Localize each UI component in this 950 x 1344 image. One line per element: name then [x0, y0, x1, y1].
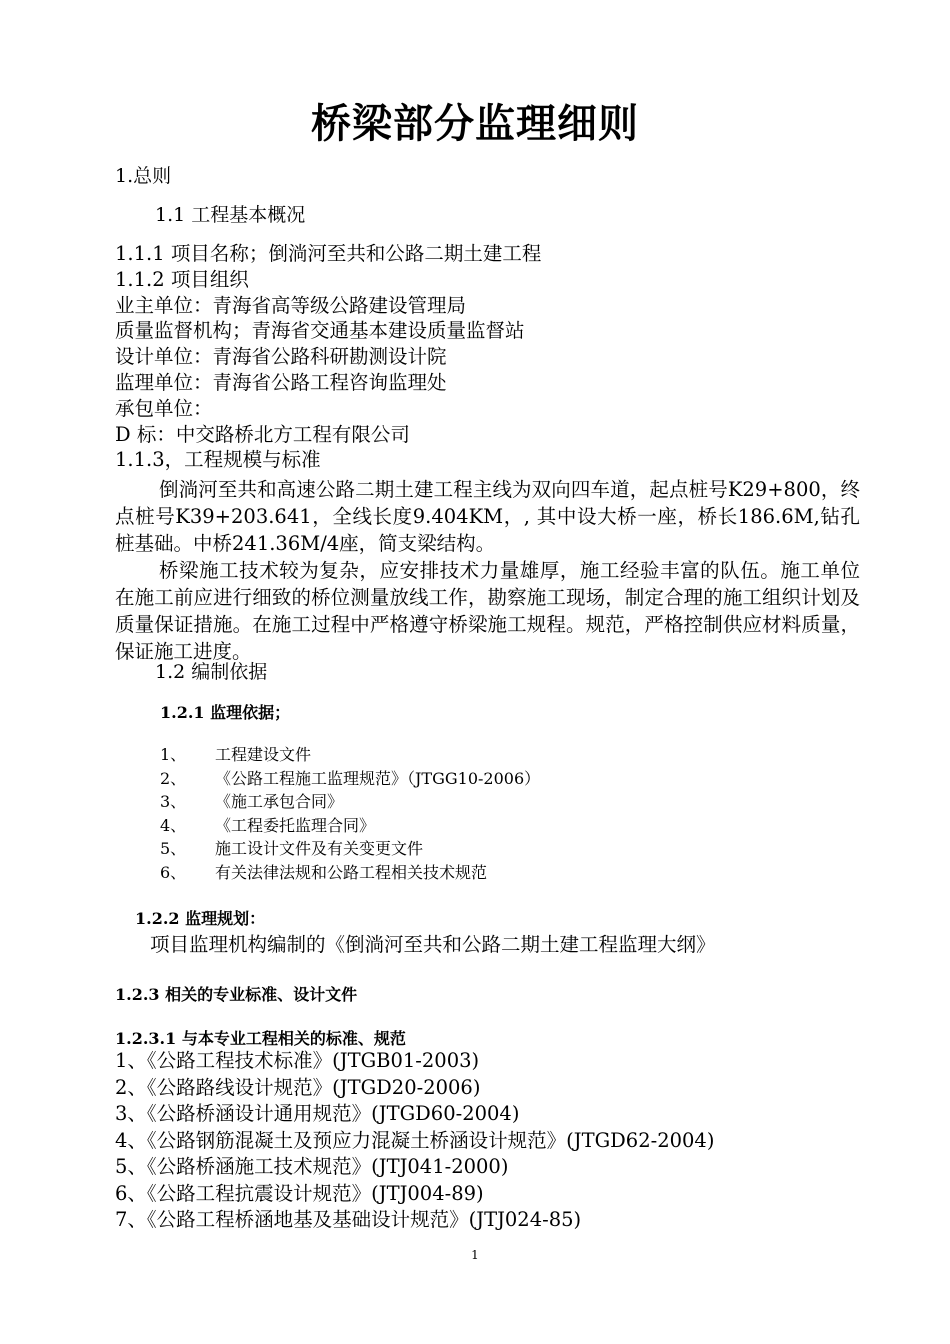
info-line: 1.1.1 项目名称；倒淌河至共和公路二期土建工程 [115, 242, 542, 265]
section-heading-1-2-3-1: 1.2.3.1 与本专业工程相关的标准、规范 [115, 1029, 406, 1048]
standard-item: 6、《公路工程抗震设计规范》(JTJ004-89) [115, 1181, 484, 1205]
list-item [160, 743, 540, 767]
info-line: D 标：中交路桥北方工程有限公司 [115, 422, 410, 446]
section-heading-1-2-2: 1.2.2 监理规划： [135, 909, 266, 928]
page-number: 1 [471, 1248, 479, 1262]
standard-item: 7、《公路工程桥涵地基及基础设计规范》(JTJ024-85) [115, 1208, 582, 1231]
document-title: 桥梁部分监理细则 [311, 101, 639, 147]
list-item [160, 837, 540, 861]
section-heading-1-2-3: 1.2.3 相关的专业标准、设计文件 [115, 985, 358, 1004]
list-item [160, 790, 540, 814]
standard-item: 4、《公路钢筋混凝土及预应力混凝土桥涵设计规范》(JTGD62-2004) [115, 1128, 715, 1152]
list-text: 施工设计文件及有关变更文件 [215, 839, 424, 858]
info-line: 业主单位：青海省高等级公路建设管理局 [115, 293, 467, 317]
list-item [160, 814, 540, 838]
standards-list [115, 1048, 714, 1234]
section-heading-1-1: 1.1 工程基本概况 [155, 204, 306, 226]
standard-item: 3、《公路桥涵设计通用规范》(JTGD60-2004) [115, 1102, 520, 1125]
info-line: 1.1.3，工程规模与标准 [115, 448, 321, 472]
list-number: 1、 [160, 745, 187, 764]
info-line: 质量监督机构；青海省交通基本建设质量监督站 [115, 319, 525, 343]
list-text: 有关法律法规和公路工程相关技术规范 [215, 862, 488, 882]
list-item [160, 861, 540, 885]
list-text: 《施工承包合同》 [215, 792, 344, 811]
info-line: 设计单位：青海省公路科研勘测设计院 [115, 345, 447, 369]
standard-item: 5、《公路桥涵施工技术规范》(JTJ041-2000) [115, 1155, 509, 1178]
scale-paragraph: 倒淌河至共和高速公路二期土建工程主线为双向四车道，起点桩号K29+800，终点桩号K39+203.641，全线长度9.404KM，, 其中设大桥一座，桥长186.6M,钻孔桩基础。中桥241.36M/4座，简支梁结构。 [115, 478, 860, 555]
list-text: 工程建设文件 [215, 745, 312, 764]
section-heading-1-2: 1.2 编制依据 [155, 661, 268, 683]
list-text: 《工程委托监理合同》 [215, 815, 376, 835]
section-heading-1: 1.总则 [115, 165, 172, 187]
standard-item: 1、《公路工程技术标准》(JTGB01-2003) [115, 1049, 480, 1072]
info-line: 承包单位： [115, 396, 213, 420]
section-heading-1-2-1: 1.2.1 监理依据； [160, 703, 291, 722]
project-info [115, 241, 541, 473]
list-number: 4、 [160, 815, 187, 835]
standard-item: 2、《公路路线设计规范》(JTGD20-2006) [115, 1075, 481, 1099]
list-text: 《公路工程施工监理规范》（JTGG10-2006） [215, 768, 541, 788]
info-line: 监理单位：青海省公路工程咨询监理处 [115, 370, 447, 394]
list-number: 6、 [160, 862, 187, 882]
info-line: 1.1.2 项目组织 [115, 267, 249, 291]
plan-text: 项目监理机构编制的《倒淌河至共和公路二期土建工程监理大纲》 [150, 933, 716, 956]
list-item [160, 767, 540, 791]
construction-paragraph: 桥梁施工技术较为复杂，应安排技术力量雄厚，施工经验丰富的队伍。施工单位在施工前应进行细致的桥位测量放线工作，勘察施工现场，制定合理的施工组织计划及质量保证措施。在施工过程中严格遵守桥梁施工规程。规范，严格控制供应材料质量，保证施工进度。 [115, 559, 860, 663]
list-number: 5、 [160, 839, 187, 858]
list-number: 3、 [160, 792, 187, 811]
list-number: 2、 [160, 768, 187, 788]
basis-list [160, 743, 540, 884]
